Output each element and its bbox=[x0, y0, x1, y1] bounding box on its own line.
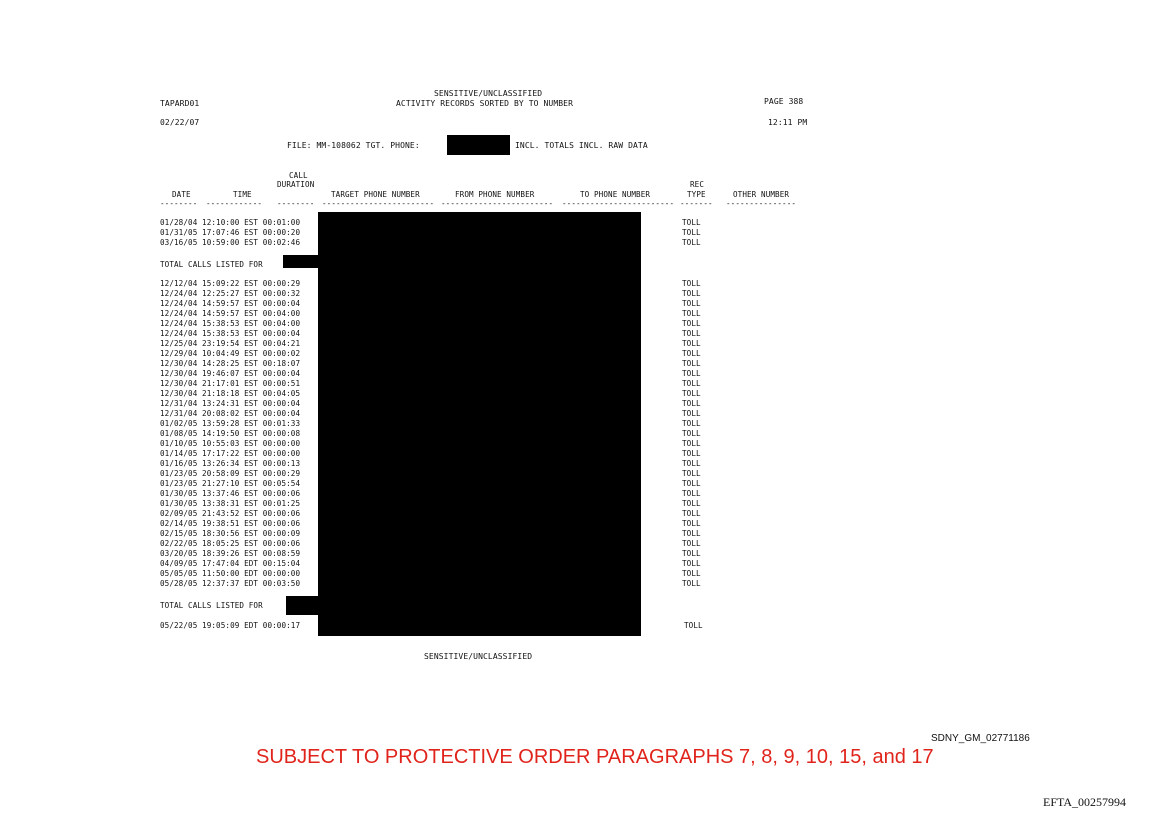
record-row: 01/30/05 13:37:46 EST 00:00:06 bbox=[160, 489, 301, 498]
rule-date: -------- bbox=[160, 199, 198, 208]
group2-types bbox=[682, 279, 701, 589]
record-row: 05/28/05 12:37:37 EDT 00:03:50 bbox=[160, 579, 301, 588]
rec-type: TOLL bbox=[682, 469, 701, 478]
rec-type: TOLL bbox=[682, 539, 701, 548]
rec-type: TOLL bbox=[682, 489, 701, 498]
record-row: 01/28/04 12:10:00 EST 00:01:00 bbox=[160, 218, 301, 227]
group1-types bbox=[682, 218, 701, 248]
rec-type: TOLL bbox=[682, 369, 701, 378]
rec-type: TOLL bbox=[682, 439, 701, 448]
record-row: 02/09/05 21:43:52 EST 00:00:06 bbox=[160, 509, 301, 518]
record-row: 03/20/05 18:39:26 EST 00:08:59 bbox=[160, 549, 301, 558]
record-row: 12/24/04 14:59:57 EST 00:04:00 bbox=[160, 309, 301, 318]
report-title: ACTIVITY RECORDS SORTED BY TO NUMBER bbox=[396, 99, 573, 108]
record-row: 01/16/05 13:26:34 EST 00:00:13 bbox=[160, 459, 301, 468]
rule-type: ------- bbox=[680, 199, 713, 208]
col-type: TYPE bbox=[687, 190, 706, 199]
report-time: 12:11 PM bbox=[768, 118, 808, 127]
redaction-total-label-1 bbox=[283, 255, 319, 268]
rec-type: TOLL bbox=[682, 569, 701, 578]
record-row: 12/25/04 23:19:54 EST 00:04:21 bbox=[160, 339, 301, 348]
record-row: 12/30/04 21:17:01 EST 00:00:51 bbox=[160, 379, 301, 388]
record-row: 12/31/04 13:24:31 EST 00:00:04 bbox=[160, 399, 301, 408]
rec-type: TOLL bbox=[682, 218, 701, 227]
rec-type: TOLL bbox=[682, 359, 701, 368]
record-row: 01/14/05 17:17:22 EST 00:00:00 bbox=[160, 449, 301, 458]
record-row: 12/24/04 15:38:53 EST 00:00:04 bbox=[160, 329, 301, 338]
rule-duration: -------- bbox=[277, 199, 315, 208]
rec-type: TOLL bbox=[682, 279, 701, 288]
rec-type: TOLL bbox=[682, 299, 701, 308]
group2-total: TOTAL CALLS LISTED FOR bbox=[160, 601, 263, 610]
page-label: PAGE 388 bbox=[764, 97, 804, 106]
record-row: 12/29/04 10:04:49 EST 00:00:02 bbox=[160, 349, 301, 358]
rec-type: TOLL bbox=[682, 559, 701, 568]
col-from: FROM PHONE NUMBER bbox=[455, 190, 535, 199]
redaction-target-phone bbox=[447, 135, 510, 155]
record-row: 01/02/05 13:59:28 EST 00:01:33 bbox=[160, 419, 301, 428]
rec-type: TOLL bbox=[682, 329, 701, 338]
group1-rows bbox=[160, 218, 300, 248]
record-row: 01/08/05 14:19:50 EST 00:00:08 bbox=[160, 429, 301, 438]
redaction-total-label-2 bbox=[286, 596, 320, 615]
rec-type: TOLL bbox=[682, 228, 701, 237]
record-row: 03/16/05 10:59:00 EST 00:02:46 bbox=[160, 238, 301, 247]
rec-type: TOLL bbox=[682, 409, 701, 418]
rec-type: TOLL bbox=[682, 349, 701, 358]
col-other: OTHER NUMBER bbox=[733, 190, 790, 199]
group3-rows bbox=[160, 621, 300, 631]
report-id: TAPARD01 bbox=[160, 99, 200, 108]
rec-type: TOLL bbox=[682, 459, 701, 468]
rec-type: TOLL bbox=[682, 399, 701, 408]
rec-type: TOLL bbox=[682, 429, 701, 438]
sensitivity-bottom: SENSITIVE/UNCLASSIFIED bbox=[424, 652, 533, 661]
record-row: 12/30/04 14:28:25 EST 00:18:07 bbox=[160, 359, 301, 368]
record-row: 01/10/05 10:55:03 EST 00:00:00 bbox=[160, 439, 301, 448]
record-row: 12/24/04 14:59:57 EST 00:00:04 bbox=[160, 299, 301, 308]
col-target: TARGET PHONE NUMBER bbox=[331, 190, 420, 199]
col-date: DATE bbox=[172, 190, 191, 199]
sensitivity-top: SENSITIVE/UNCLASSIFIED bbox=[434, 89, 543, 98]
rec-type: TOLL bbox=[684, 621, 703, 630]
record-row: 04/09/05 17:47:04 EDT 00:15:04 bbox=[160, 559, 301, 568]
rule-from: ------------------------ bbox=[441, 199, 554, 208]
record-row: 12/12/04 15:09:22 EST 00:00:29 bbox=[160, 279, 301, 288]
rec-type: TOLL bbox=[682, 319, 701, 328]
record-row: 12/24/04 12:25:27 EST 00:00:32 bbox=[160, 289, 301, 298]
report-options: INCL. TOTALS INCL. RAW DATA bbox=[515, 141, 648, 150]
record-row: 05/22/05 19:05:09 EDT 00:00:17 bbox=[160, 621, 301, 630]
report-date: 02/22/07 bbox=[160, 118, 200, 127]
rec-type: TOLL bbox=[682, 579, 701, 588]
record-row: 01/31/05 17:07:46 EST 00:00:20 bbox=[160, 228, 301, 237]
record-row: 02/15/05 18:30:56 EST 00:00:09 bbox=[160, 529, 301, 538]
rec-type: TOLL bbox=[682, 379, 701, 388]
col-call: CALL bbox=[289, 171, 308, 180]
record-row: 01/30/05 13:38:31 EST 00:01:25 bbox=[160, 499, 301, 508]
col-duration: DURATION bbox=[277, 180, 315, 189]
rec-type: TOLL bbox=[682, 339, 701, 348]
col-time: TIME bbox=[233, 190, 252, 199]
rec-type: TOLL bbox=[682, 419, 701, 428]
rule-time: ------------ bbox=[206, 199, 263, 208]
group3-types bbox=[684, 621, 703, 631]
rec-type: TOLL bbox=[682, 499, 701, 508]
rule-other: --------------- bbox=[726, 199, 797, 208]
protective-order-notice: SUBJECT TO PROTECTIVE ORDER PARAGRAPHS 7, 8, 9, 10, 15, and 17 bbox=[256, 746, 934, 768]
col-rec: REC bbox=[690, 180, 705, 189]
rec-type: TOLL bbox=[682, 289, 701, 298]
rec-type: TOLL bbox=[682, 509, 701, 518]
bates-number: SDNY_GM_02771186 bbox=[931, 733, 1030, 744]
record-row: 02/14/05 19:38:51 EST 00:00:06 bbox=[160, 519, 301, 528]
rec-type: TOLL bbox=[682, 309, 701, 318]
rule-target: ------------------------ bbox=[322, 199, 435, 208]
group2-rows bbox=[160, 279, 300, 589]
rec-type: TOLL bbox=[682, 549, 701, 558]
group1-total: TOTAL CALLS LISTED FOR bbox=[160, 260, 263, 269]
rec-type: TOLL bbox=[682, 449, 701, 458]
rec-type: TOLL bbox=[682, 389, 701, 398]
rule-to: ------------------------ bbox=[562, 199, 675, 208]
record-row: 12/24/04 15:38:53 EST 00:04:00 bbox=[160, 319, 301, 328]
col-to: TO PHONE NUMBER bbox=[580, 190, 651, 199]
rec-type: TOLL bbox=[682, 529, 701, 538]
record-row: 12/30/04 21:18:18 EST 00:04:05 bbox=[160, 389, 301, 398]
redaction-phone-columns bbox=[318, 212, 641, 636]
rec-type: TOLL bbox=[682, 479, 701, 488]
efta-number: EFTA_00257994 bbox=[1043, 795, 1127, 809]
record-row: 02/22/05 18:05:25 EST 00:00:06 bbox=[160, 539, 301, 548]
file-label: FILE: MM-108062 TGT. PHONE: bbox=[287, 141, 420, 150]
record-row: 01/23/05 21:27:10 EST 00:05:54 bbox=[160, 479, 301, 488]
rec-type: TOLL bbox=[682, 519, 701, 528]
record-row: 01/23/05 20:58:09 EST 00:00:29 bbox=[160, 469, 301, 478]
rec-type: TOLL bbox=[682, 238, 701, 247]
record-row: 05/05/05 11:50:00 EDT 00:00:00 bbox=[160, 569, 301, 578]
record-row: 12/30/04 19:46:07 EST 00:00:04 bbox=[160, 369, 301, 378]
record-row: 12/31/04 20:08:02 EST 00:00:04 bbox=[160, 409, 301, 418]
